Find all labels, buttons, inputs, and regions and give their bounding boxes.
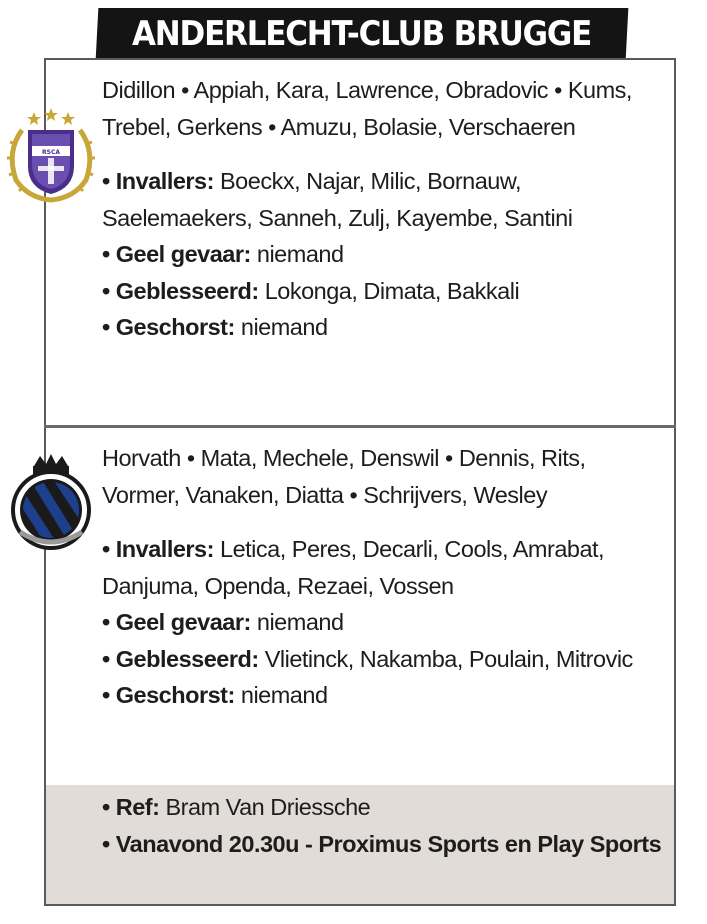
- broadcast-info: Vanavond 20.30u - Proximus Sports en Play Sports: [115, 830, 662, 857]
- svg-text:RSCA: RSCA: [42, 149, 60, 156]
- substitutes-value: Letica, Peres, Decarli, Cools, Amrabat, Danjuma, Openda, Rezaei, Vossen: [102, 536, 605, 599]
- bullet: •: [102, 168, 116, 194]
- referee-label: Ref:: [115, 794, 160, 820]
- anderlecht-suspended: [102, 309, 668, 346]
- suspended-label: Geschorst:: [115, 314, 235, 340]
- substitutes-label: Invallers:: [115, 536, 214, 562]
- yellow-risk-label: Geel gevaar:: [115, 241, 251, 267]
- injured-value: Vlietinck, Nakamba, Poulain, Mitrovic: [264, 645, 633, 672]
- anderlecht-injured: [102, 273, 668, 310]
- bullet: •: [102, 682, 116, 708]
- yellow-risk-value: niemand: [256, 609, 344, 635]
- brugge-substitutes: [102, 531, 668, 604]
- bullet: •: [102, 609, 116, 635]
- bullet: •: [102, 536, 116, 562]
- bullet: •: [102, 241, 116, 267]
- yellow-risk-value: niemand: [256, 241, 344, 267]
- bullet: •: [102, 794, 116, 820]
- match-info: [102, 789, 668, 862]
- brugge-section: [102, 440, 668, 714]
- yellow-risk-label: Geel gevaar:: [115, 609, 251, 635]
- injured-label: Geblesseerd:: [115, 645, 259, 672]
- bullet: •: [102, 277, 116, 304]
- brugge-suspended: [102, 677, 668, 714]
- substitutes-label: Invallers:: [115, 168, 214, 194]
- bullet: •: [102, 645, 116, 672]
- injured-label: Geblesseerd:: [115, 277, 259, 304]
- anderlecht-yellow-risk: [102, 236, 668, 273]
- substitutes-value: Boeckx, Najar, Milic, Bornauw, Saelemaekers, Sanneh, Zulj, Kayembe, Santini: [102, 168, 573, 231]
- anderlecht-section: [102, 72, 668, 346]
- title-banner: [96, 8, 629, 60]
- referee-line: [102, 789, 668, 826]
- brugge-yellow-risk: [102, 604, 668, 641]
- anderlecht-lineup: Didillon • Appiah, Kara, Lawrence, Obradovic • Kums, Trebel, Gerkens • Amuzu, Bolasie, Verschaeren: [102, 77, 632, 140]
- suspended-value: niemand: [240, 682, 328, 708]
- brugge-lineup: Horvath • Mata, Mechele, Denswil • Dennis, Rits, Vormer, Vanaken, Diatta • Schrijvers, Wesley: [102, 445, 586, 508]
- team-divider: [44, 425, 676, 428]
- referee-name: Bram Van Driessche: [165, 794, 371, 820]
- club-brugge-crest-icon: [8, 452, 94, 552]
- broadcast-line: [102, 826, 668, 863]
- injured-value: Lokonga, Dimata, Bakkali: [264, 277, 520, 304]
- bullet: •: [102, 830, 116, 857]
- suspended-value: niemand: [240, 314, 328, 340]
- brugge-injured: [102, 641, 668, 678]
- bullet: •: [102, 314, 116, 340]
- suspended-label: Geschorst:: [115, 682, 235, 708]
- page-title: ANDERLECHT-CLUB BRUGGE: [132, 14, 592, 54]
- anderlecht-crest-icon: [2, 100, 100, 204]
- anderlecht-substitutes: [102, 163, 668, 236]
